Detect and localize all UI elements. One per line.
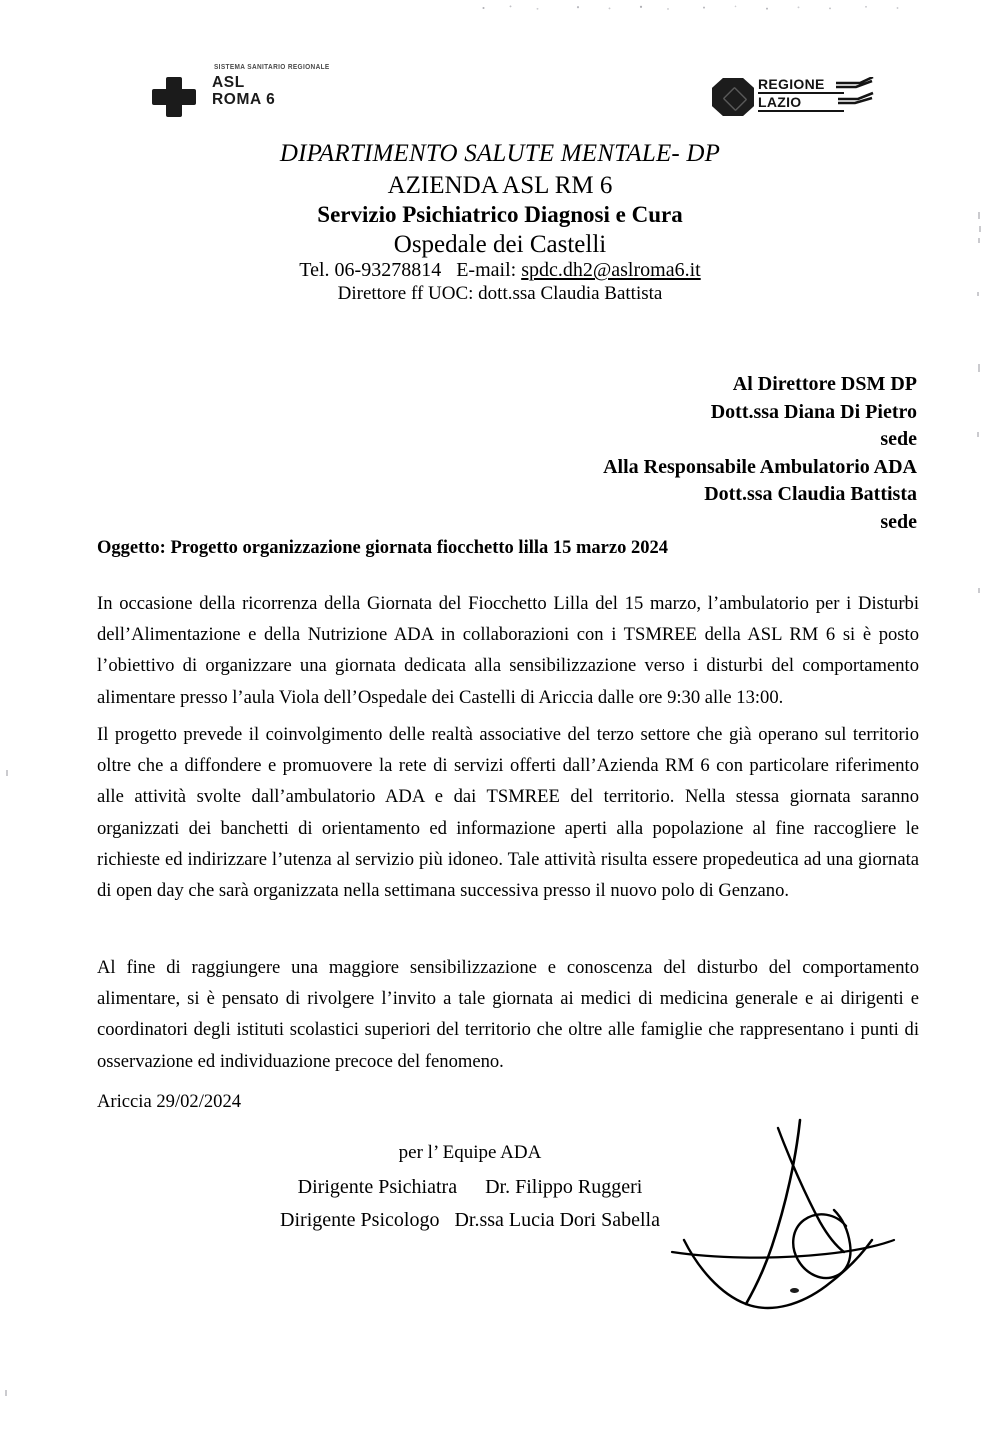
- regione-lazio-logo: [712, 76, 872, 122]
- header-email-link[interactable]: spdc.dh2@aslroma6.it: [521, 259, 701, 281]
- header-hospital: Ospedale dei Castelli: [393, 231, 607, 258]
- header-service: Servizio Psichiatrico Diagnosi e Cura: [317, 202, 683, 227]
- addressee-line-2: Dott.ssa Diana Di Pietro: [710, 400, 917, 423]
- body-paragraph-1: [97, 588, 919, 713]
- paragraph-text: In occasione della ricorrenza della Giornata del Fiocchetto Lilla del 15 marzo, l’ambulatorio per i Disturbi dell’Alimentazione e della Nutrizione ADA in collaborazioni con i TSMREE della ASL RM 6 si è posto l’obiettivo di organizzare una giornata dedicata alla sensibilizzazione verso i disturbi del comportamento alimentare presso l’aula Viola dell’Ospedale dei Castelli di Ariccia dalle ore 9:30 alle 13:00.: [97, 593, 919, 708]
- red-cross-icon: [152, 77, 196, 117]
- body-paragraph-2: [97, 719, 919, 906]
- asl-roma-6-logo: [152, 60, 342, 128]
- header-contact-line: [0, 259, 1000, 282]
- addressee-line-1: Al Direttore DSM DP: [732, 373, 917, 395]
- regione-lazio-line-1: REGIONE: [758, 76, 844, 94]
- header-company: AZIENDA ASL RM 6: [387, 172, 613, 199]
- header-director: Direttore ff UOC: dott.ssa Claudia Battista: [337, 283, 663, 304]
- signature-equipe-label: per l’ Equipe ADA: [398, 1142, 542, 1163]
- scan-speck: [977, 432, 979, 437]
- paragraph-text: Il progetto prevede il coinvolgimento delle realtà associative del terzo settore che già operano sul territorio oltre che a diffondere e promuovere la rete di servizi offerti dall’Azienda RM 6 con particolare riferimento alle attività svolte dall’ambulatorio ADA e dai TSMREE del territorio. Nella stessa giornata saranno organizzati dei banchetti di orientamento ed informazione aperti alla popolazione al fine raccogliere le richieste ed indirizzare l’utenza al servizio più idoneo. Tale attività risulta essere propedeutica ad una giornata di open day che sarà organizzata nella settimana successiva presso il nuovo polo di Genzano.: [97, 724, 919, 902]
- scan-speck: [5, 1390, 7, 1396]
- date-line: Ariccia 29/02/2024: [97, 1091, 242, 1112]
- regione-lazio-swoosh-icon: [836, 77, 874, 117]
- addressee-block: [603, 371, 917, 536]
- body-paragraph-3: [97, 952, 919, 1077]
- regione-lazio-emblem-icon: [712, 78, 754, 116]
- signature-line-psicologo: [0, 1209, 1000, 1232]
- header-email-label: E-mail:: [456, 259, 517, 281]
- addressee-line-6: sede: [880, 510, 917, 533]
- signature-name-2: Dr.ssa Lucia Dori Sabella: [454, 1209, 660, 1231]
- scan-speck: [978, 364, 980, 372]
- regione-lazio-line-2: LAZIO: [758, 94, 844, 112]
- subject-line: Oggetto: Progetto organizzazione giornata fiocchetto lilla 15 marzo 2024: [97, 538, 668, 558]
- regione-lazio-wordmark: [758, 76, 844, 112]
- signature-name-1: Dr. Filippo Ruggeri: [485, 1176, 643, 1198]
- paragraph-text: Al fine di raggiungere una maggiore sensibilizzazione e conoscenza del disturbo del comportamento alimentare, si è pensato di rivolgere l’invito a tale giornata ai medici di medicina generale e ai dirigenti e coordinatori degli istituti scolastici superiori del territorio che oltre alle famiglie che rappresentano i punti di osservazione ed individuazione precoce del fenomeno.: [97, 957, 919, 1072]
- scan-speck: [6, 770, 8, 776]
- sistema-sanitario-regionale-label: SISTEMA SANITARIO REGIONALE: [214, 63, 330, 72]
- signature-role-2: Dirigente Psicologo: [280, 1209, 440, 1231]
- addressee-line-3: sede: [880, 428, 917, 450]
- asl-logo-line-2: ROMA 6: [212, 91, 276, 108]
- header-phone: Tel. 06-93278814: [299, 259, 442, 281]
- signature-role-1: Dirigente Psichiatra: [297, 1176, 458, 1198]
- scan-speck: [790, 1288, 799, 1293]
- addressee-line-4: Alla Responsabile Ambulatorio ADA: [603, 455, 917, 478]
- header-department: DIPARTIMENTO SALUTE MENTALE- DP: [279, 140, 721, 167]
- addressee-line-5: Dott.ssa Claudia Battista: [704, 483, 917, 505]
- signature-line-psichiatra: [0, 1176, 1000, 1199]
- asl-logo-line-1: ASL: [212, 74, 245, 91]
- asl-logo-wordmark: [212, 74, 275, 108]
- scan-noise-top: [470, 4, 920, 12]
- scan-speck: [978, 588, 980, 593]
